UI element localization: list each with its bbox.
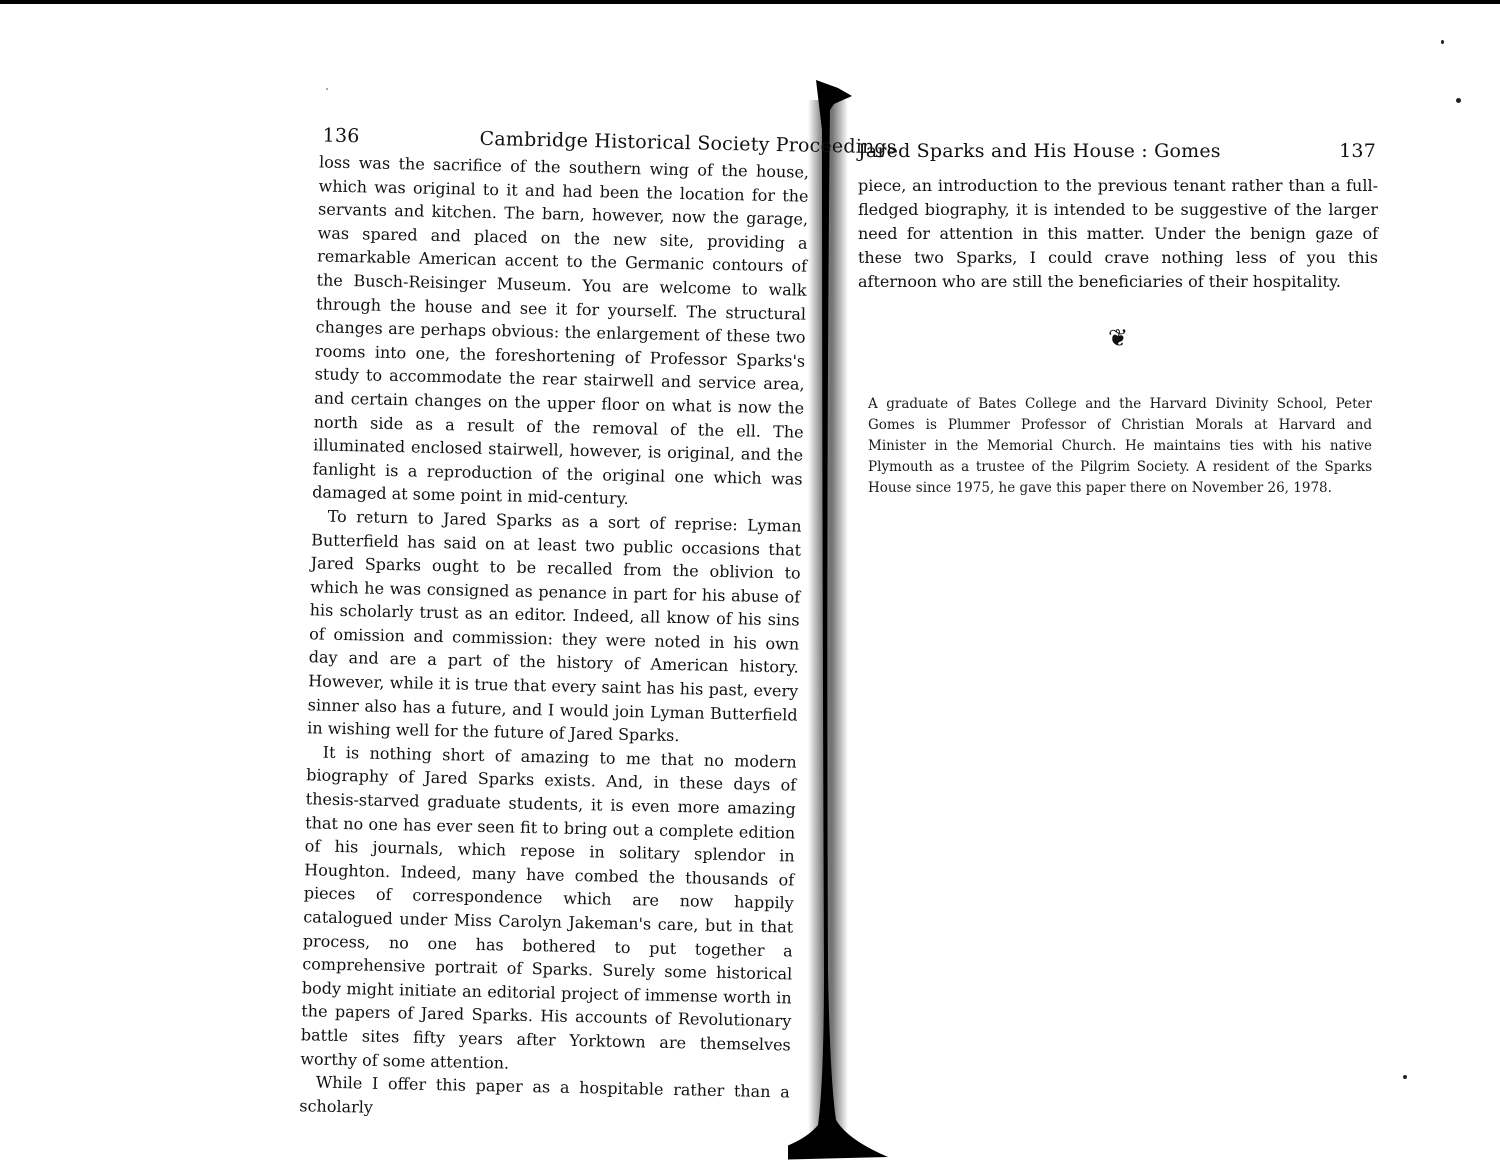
author-biographical-note: A graduate of Bates College and the Harvard Divinity School, Peter Gomes is Plummer Professor of Christian Morals at Harvard and Minister in the Memorial Church. He maintains ties with his native Plymouth as a trustee of the Pilgrim Society. A resident of the Sparks House since 1975, he gave this paper there on November 26, 1978. [868,396,1372,496]
page-number-left: 136 [322,124,360,148]
paragraph: While I offer this paper as a hospitable rather than a scholarly [299,1072,790,1117]
paragraph: To return to Jared Sparks as a sort of reprise: Lyman Butterfield has said on at least two public occasions that Jared Sparks ought to be recalled from the oblivion to which he was consigned as penance in part for his abuse of his scholarly trust as an editor. Indeed, all know of his sins of omission and commission: they were noted in his own day and are a part of the history of American history. However, while it is true that every saint has his past, every sinner also has a future, and I would join Lyman Butterfield in wishing well for the future of Jared Sparks. [307,506,802,746]
right-running-head [858,138,1378,168]
left-page [281,120,897,1117]
right-body-text [858,174,1378,294]
running-head-title-left: Cambridge Historical Society Proceedings [479,127,897,159]
fleuron-ornament-icon: ❦ [1107,324,1129,352]
page-number-right: 137 [1339,140,1376,162]
scan-speck [1441,40,1444,44]
scan-speck [1456,98,1461,103]
running-head-title-right: Jared Sparks and His House : Gomes [858,140,1221,162]
paragraph: It is nothing short of amazing to me that no modern biography of Jared Sparks exists. And, in these days of thesis-starved graduate students, it is even more amazing that no one has ever seen fit to bring out a complete edition of his journals, which repose in solitary splendor in Houghton. Indeed, many have combed the thousands of pieces of correspondence which are now happily catalogued under Miss Carolyn Jakeman's care, but in that process, no one has bothered to put together a comprehensive portrait of Sparks. Surely some historical body might initiate an editorial project of immense worth in the papers of Jared Sparks. His accounts of Revolutionary battle sites fifty years after Yorktown are themselves worthy of some attention. [300,742,797,1073]
paragraph: loss was the sacrifice of the southern wing of the house, which was original to it and had been the location for the servants and kitchen. The barn, however, now the garage, was spared and placed on the new site, providing a remarkable American accent to the Germanic contours of the Busch-Reisinger Museum. You are welcome to walk through the house and see it for yourself. The structural changes are perhaps obvious: the enlargement of these two rooms into one, the foreshortening of Professor Sparks's study to accommodate the rear stairwell and service area, and certain changes on the upper floor on what is now the north side as a result of the removal of the ell. The illuminated enclosed stairwell, however, is original, and the fanlight is a reproduction of the original one which was damaged at some point in mid-century. [312,152,810,509]
scan-speck [326,88,328,90]
left-body-text [279,150,809,1128]
scan-speck [1403,1075,1407,1079]
right-page [858,138,1378,498]
paragraph: piece, an introduction to the previous tenant rather than a full-fledged biography, it is intended to be suggestive of the larger need for attention in this matter. Under the benign gaze of these two Sparks, I could crave nothing less of you this afternoon who are still the beneficiaries of their hospitality. [858,176,1378,291]
scan-top-edge [0,0,1500,4]
